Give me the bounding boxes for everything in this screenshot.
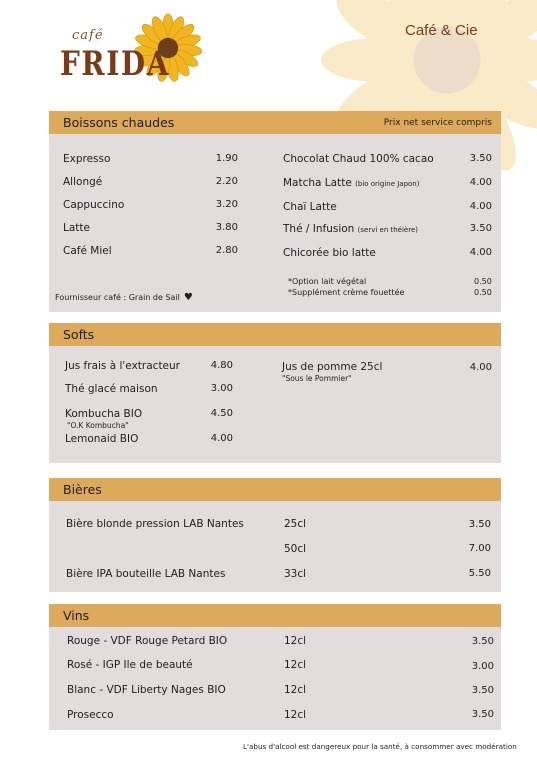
menu-item-price: 4.00 [210,433,233,444]
section-title: Boissons chaudes [63,115,175,130]
menu-item-price: 3.50 [469,223,492,234]
menu-item-name: Chocolat Chaud 100% cacao [283,153,434,165]
price-note: Prix net service compris [383,117,492,128]
menu-item-name: Chaï Latte [283,201,337,213]
menu-item-name: Bière IPA bouteille LAB Nantes [66,568,226,580]
menu-item-price: 3.50 [469,153,492,164]
menu-item-name: Jus de pomme 25cl [282,361,383,373]
section-wines [49,604,501,730]
menu-item-price: 7.00 [468,543,491,554]
menu-item-name: Matcha Latte (bio origine Japon) [283,177,420,189]
menu-item-name: Cappuccino [63,199,125,211]
menu-item-price: 4.00 [469,362,492,373]
menu-item-name: Chicorée bio latte [283,247,376,259]
menu-item-name: Café Miel [63,245,112,257]
menu-item-size: 12cl [284,684,307,696]
section-header-beers [49,478,501,501]
menu-item-name: Expresso [63,153,111,165]
menu-item-price: 4.00 [469,201,492,212]
cafe-frida-logo [56,14,226,104]
menu-item-price: 4.00 [469,177,492,188]
option-name: *Option lait végétal [288,277,367,286]
menu-item-price: 3.00 [471,661,494,672]
section-header-wines [49,604,501,627]
brand-name: Café & Cie [405,22,478,39]
supplier-note: Fournisseur café : Grain de Sail ♥ [55,292,193,303]
section-softs [49,323,501,463]
menu-item-price: 3.50 [471,685,494,696]
section-hot-drinks [49,111,501,312]
option-name: *Supplément crème fouettée [288,288,405,297]
menu-item-name: Thé glacé maison [65,383,158,395]
menu-item-name: Kombucha BIO [65,408,143,420]
menu-item-price: 4.50 [210,408,233,419]
menu-item-price: 3.00 [210,383,233,394]
menu-item-name: Prosecco [67,709,114,721]
menu-item-name: Bière blonde pression LAB Nantes [66,518,244,530]
menu-item-detail: (bio origine Japon) [355,180,420,188]
menu-item-name: Latte [63,222,90,234]
menu-item-name: Allongé [63,176,103,188]
menu-item-price: 4.80 [210,360,233,371]
alcohol-disclaimer: L'abus d'alcool est dangereux pour la santé, à consommer avec modération [243,742,517,751]
menu-item-price: 4.00 [469,247,492,258]
menu-item-name: Jus frais à l'extracteur [65,360,180,372]
menu-item-size: 12cl [284,635,307,647]
section-header-hot-drinks [49,111,501,134]
menu-item-size: 12cl [284,709,307,721]
logo-cafe-text: café [72,28,104,43]
menu-item-price: 2.20 [215,176,238,187]
menu-item-size: 12cl [284,659,307,671]
menu-item-size: 33cl [284,568,307,580]
logo-frida-text: FRIDA [60,44,171,84]
menu-item-name: Thé / Infusion (servi en théière) [283,223,419,235]
menu-item-price: 1.90 [215,153,238,164]
section-beers [49,478,501,592]
menu-item-price: 3.80 [215,222,238,233]
menu-item-price: 2.80 [215,245,238,256]
menu-item-name: Rouge - VDF Rouge Petard BIO [67,635,228,647]
menu-item-detail: "O.K Kombucha" [67,421,129,430]
menu-item-detail: (servi en théière) [357,226,419,234]
menu-item-price: 3.50 [468,519,491,530]
menu-item-size: 50cl [284,543,307,555]
menu-item-size: 25cl [284,518,307,530]
menu-item-price: 3.50 [471,709,494,720]
menu-item-price: 5.50 [468,568,491,579]
menu-item-name: Rosé - IGP Ile de beauté [67,659,193,671]
section-header-softs [49,323,501,346]
menu-item-price: 3.50 [471,636,494,647]
menu-item-price: 3.20 [215,199,238,210]
heart-icon: ♥ [183,292,193,303]
section-title: Softs [63,327,95,342]
menu-item-name: Blanc - VDF Liberty Nages BIO [67,684,226,696]
section-title: Bières [63,482,102,497]
menu-item-detail: "Sous le Pommier" [282,374,352,383]
option-price: 0.50 [474,277,492,286]
menu-item-name: Lemonaid BIO [65,433,139,445]
section-title: Vins [63,608,90,623]
option-price: 0.50 [474,288,492,297]
